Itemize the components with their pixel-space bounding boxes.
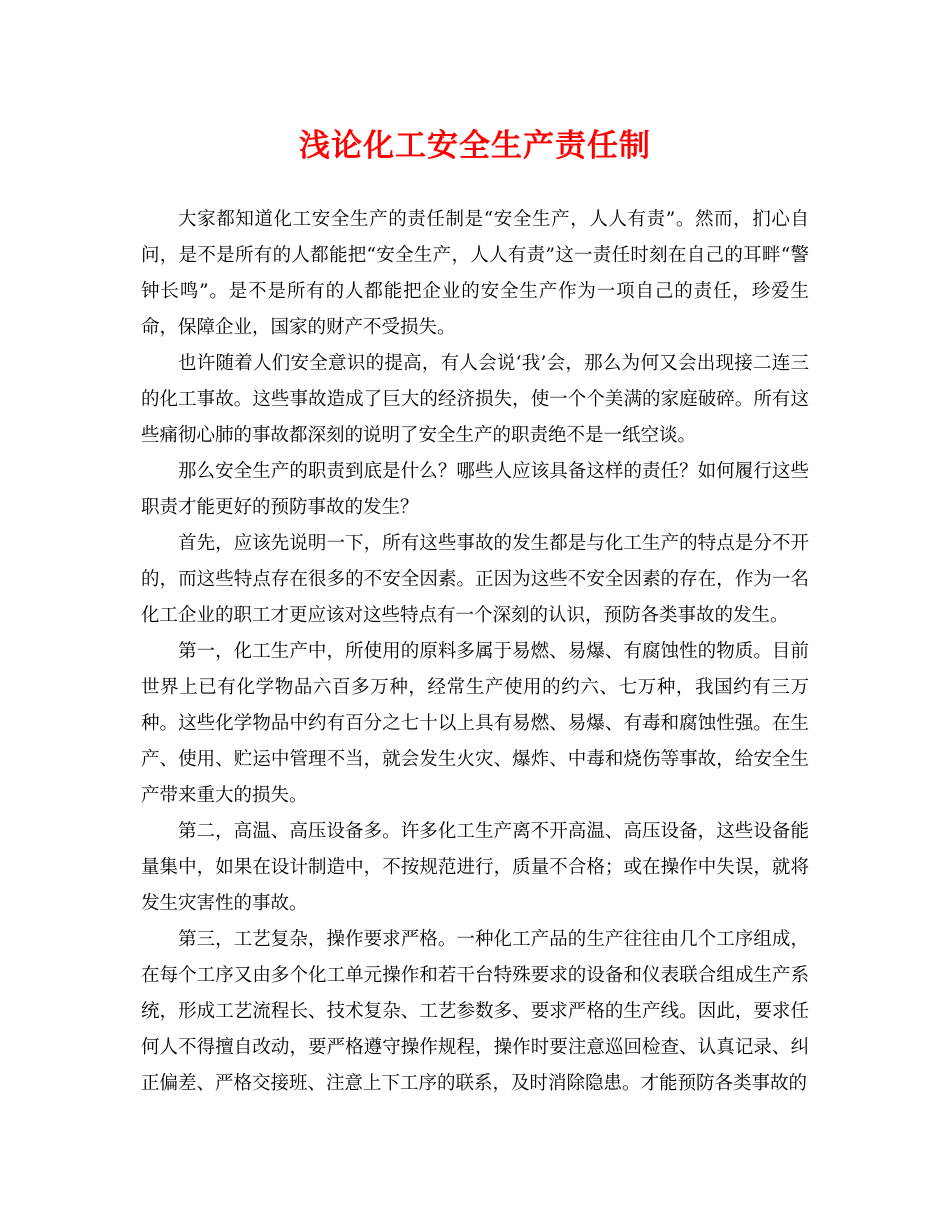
paragraph: 第一，化工生产中，所使用的原料多属于易燃、易爆、有腐蚀性的物质。目前世界上已有化学物品六百多万种，经常生产使用的约六、七万种，我国约有三万种。这些化学物品中约有百分之七十以上具有易燃、易爆、有毒和腐蚀性强。在生产、使用、贮运中管理不当，就会发生火灾、爆炸、中毒和烧伤等事故，给安全生产带来重大的损失。 (141, 641, 809, 806)
paragraph: 也许随着人们安全意识的提高，有人会说‘我’会，那么为何又会出现接二连三的化工事故。这些事故造成了巨大的经济损失，使一个个美满的家庭破碎。所有这些痛彻心肺的事故都深刻的说明了安全生产的职责绝不是一纸空谈。 (141, 353, 809, 446)
paragraph: 首先，应该先说明一下，所有这些事故的发生都是与化工生产的特点是分不开的，而这些特点存在很多的不安全因素。正因为这些不安全因素的存在，作为一名化工企业的职工才更应该对这些特点有一个深刻的认识，预防各类事故的发生。 (141, 533, 809, 626)
paragraph: 那么安全生产的职责到底是什么？哪些人应该具备这样的责任？如何履行这些职责才能更好的预防事故的发生？ (141, 461, 809, 518)
paragraph: 大家都知道化工安全生产的责任制是“安全生产，人人有责”。然而，扪心自问，是不是所有的人都能把“安全生产，人人有责”这一责任时刻在自己的耳畔“警钟长鸣”。是不是所有的人都能把企业的安全生产作为一项自己的责任，珍爱生命，保障企业，国家的财产不受损失。 (141, 209, 809, 338)
paragraph: 第二，高温、高压设备多。许多化工生产离不开高温、高压设备，这些设备能量集中，如果在设计制造中，不按规范进行，质量不合格；或在操作中失误，就将发生灾害性的事故。 (141, 821, 809, 914)
document-title: 浅论化工安全生产责任制 (299, 128, 651, 164)
document-body (141, 202, 809, 1102)
paragraph: 第三，工艺复杂，操作要求严格。一种化工产品的生产往往由几个工序组成，在每个工序又由多个化工单元操作和若干台特殊要求的设备和仪表联合组成生产系统，形成工艺流程长、技术复杂、工艺参数多、要求严格的生产线。因此，要求任何人不得擅自改动，要严格遵守操作规程，操作时要注意巡回检查、认真记录、纠正偏差、严格交接班、注意上下工序的联系，及时消除隐患。才能预防各类事故的 (141, 929, 809, 1094)
